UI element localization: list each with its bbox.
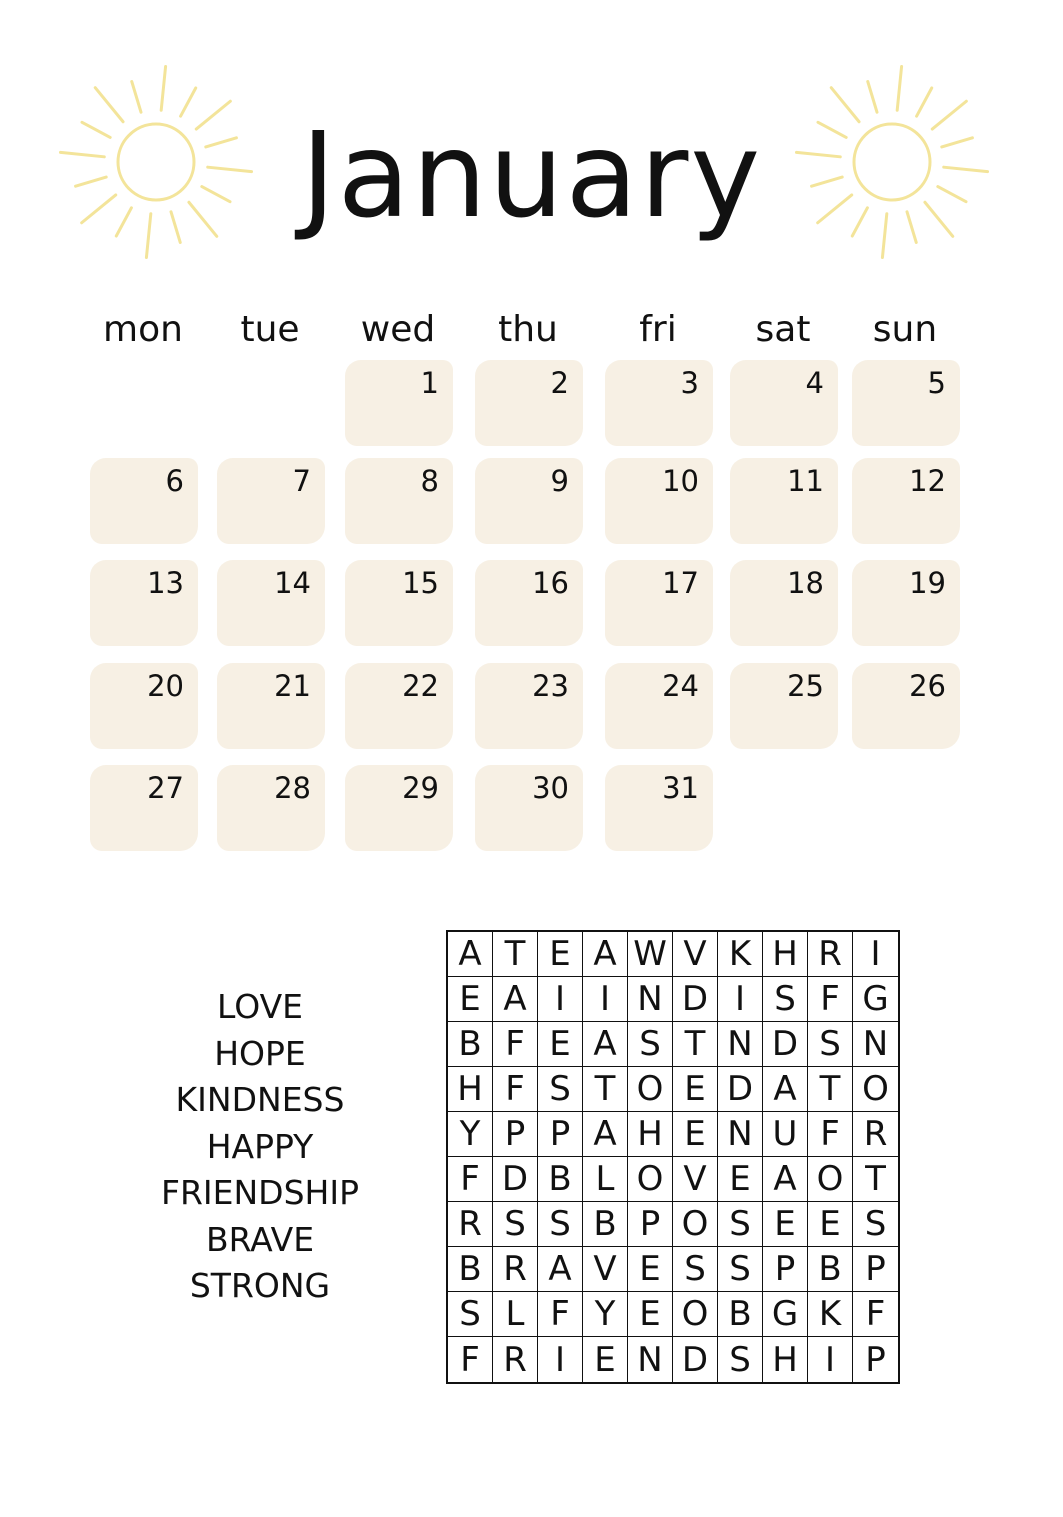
grid-letter: G xyxy=(853,977,898,1022)
day-number: 14 xyxy=(274,566,311,600)
word-list-item: KINDNESS xyxy=(175,1080,345,1119)
day-number: 22 xyxy=(402,669,439,703)
word-list xyxy=(140,984,380,1310)
day-cell xyxy=(345,765,453,851)
day-cell xyxy=(475,765,583,851)
grid-letter: I xyxy=(808,1337,853,1382)
grid-letter: E xyxy=(808,1202,853,1247)
grid-letter: O xyxy=(628,1067,673,1112)
grid-letter: S xyxy=(718,1247,763,1292)
day-number: 13 xyxy=(147,566,184,600)
word-list-item: BRAVE xyxy=(205,1219,315,1259)
day-cell xyxy=(605,458,713,544)
grid-letter: P xyxy=(865,1339,886,1380)
day-number: 24 xyxy=(662,669,699,703)
grid-letter: A xyxy=(583,932,628,977)
grid-letter: U xyxy=(763,1112,808,1157)
grid-letter: S xyxy=(673,1247,718,1292)
grid-letter: A xyxy=(583,1112,628,1157)
day-number: 28 xyxy=(274,771,311,805)
day-number: 16 xyxy=(532,566,569,600)
grid-letter: A xyxy=(763,1157,808,1202)
day-number: 23 xyxy=(532,669,569,703)
grid-letter: E xyxy=(718,1157,763,1202)
grid-letter: N xyxy=(628,1337,673,1382)
day-cell xyxy=(475,560,583,646)
grid-letter: S xyxy=(763,977,808,1022)
grid-letter: A xyxy=(763,1067,808,1112)
grid-letter: B xyxy=(538,1157,583,1202)
day-cell xyxy=(852,560,960,646)
day-number: 10 xyxy=(662,464,699,498)
grid-letter: H xyxy=(448,1067,493,1112)
grid-letter: S xyxy=(448,1292,493,1337)
day-number: 31 xyxy=(662,771,699,805)
grid-letter: S xyxy=(628,1022,673,1067)
day-cell xyxy=(605,765,713,851)
word-list-item: STRONG xyxy=(189,1266,331,1305)
grid-letter: B xyxy=(583,1202,628,1247)
grid-letter: P xyxy=(538,1112,583,1157)
grid-letter: E xyxy=(583,1337,628,1382)
day-number: 12 xyxy=(909,464,946,498)
day-cell xyxy=(90,765,198,851)
day-number: 3 xyxy=(680,366,699,400)
grid-letter: H xyxy=(763,932,808,977)
day-number: 30 xyxy=(532,771,569,805)
grid-letter: P xyxy=(763,1247,808,1292)
day-number: 8 xyxy=(420,464,439,498)
day-number: 6 xyxy=(165,464,184,498)
day-cell xyxy=(475,663,583,749)
grid-letter: D xyxy=(673,977,718,1022)
day-number: 7 xyxy=(292,464,311,498)
grid-letter: R xyxy=(448,1202,493,1247)
grid-letter: I xyxy=(538,977,583,1022)
grid-letter: S xyxy=(493,1202,538,1247)
grid-letter: I xyxy=(853,932,898,977)
grid-letter: F xyxy=(538,1292,583,1337)
grid-letter: S xyxy=(718,1337,763,1382)
day-cell xyxy=(605,663,713,749)
grid-letter: K xyxy=(718,932,763,977)
grid-letter: O xyxy=(853,1067,898,1112)
grid-letter: N xyxy=(628,977,673,1022)
day-cell xyxy=(90,663,198,749)
day-cell xyxy=(730,458,838,544)
grid-letter: E xyxy=(673,1112,718,1157)
calendar xyxy=(90,300,965,860)
day-number: 17 xyxy=(662,566,699,600)
month-title: January xyxy=(300,106,763,244)
grid-letter: A xyxy=(448,932,493,977)
grid-letter: T xyxy=(583,1067,628,1112)
day-number: 18 xyxy=(787,566,824,600)
day-number: 20 xyxy=(147,669,184,703)
weekday-4: fri xyxy=(639,309,677,350)
day-number: 11 xyxy=(787,464,824,498)
grid-letter: O xyxy=(808,1157,853,1202)
day-cell xyxy=(852,458,960,544)
grid-letter: L xyxy=(493,1292,538,1337)
grid-letter: V xyxy=(583,1247,628,1292)
grid-letter: T xyxy=(808,1067,853,1112)
day-number: 26 xyxy=(909,669,946,703)
grid-letter: H xyxy=(628,1112,673,1157)
day-cell xyxy=(217,458,325,544)
grid-letter: N xyxy=(718,1022,763,1067)
day-cell xyxy=(90,458,198,544)
grid-letter: E xyxy=(538,932,583,977)
grid-letter: S xyxy=(808,1022,853,1067)
grid-letter: Y xyxy=(583,1292,628,1337)
grid-letter: N xyxy=(853,1022,898,1067)
grid-letter: I xyxy=(538,1337,583,1382)
day-number: 27 xyxy=(147,771,184,805)
word-list-item: LOVE xyxy=(216,987,304,1026)
grid-letter: P xyxy=(493,1112,538,1157)
grid-letter: B xyxy=(718,1292,763,1337)
day-cell xyxy=(852,360,960,446)
grid-letter: D xyxy=(673,1337,718,1382)
word-list-item: FRIENDSHIP xyxy=(161,1173,359,1212)
day-cell xyxy=(730,663,838,749)
weekday-3: thu xyxy=(498,309,558,350)
day-cell xyxy=(475,360,583,446)
day-number: 29 xyxy=(402,771,439,805)
grid-letter: V xyxy=(673,1157,718,1202)
grid-letter: R xyxy=(808,932,853,977)
grid-letter: S xyxy=(718,1202,763,1247)
grid-letter: E xyxy=(673,1067,718,1112)
grid-letter: H xyxy=(763,1337,808,1382)
grid-letter: D xyxy=(718,1067,763,1112)
grid-letter: E xyxy=(763,1202,808,1247)
day-number: 25 xyxy=(787,669,824,703)
grid-letter: B xyxy=(808,1247,853,1292)
day-number: 15 xyxy=(402,566,439,600)
grid-letter: E xyxy=(448,977,493,1022)
day-cell xyxy=(345,560,453,646)
word-list-item: HOPE xyxy=(214,1033,306,1073)
grid-letter: Y xyxy=(448,1112,493,1157)
grid-letter: I xyxy=(583,977,628,1022)
grid-letter: S xyxy=(538,1202,583,1247)
day-number: 4 xyxy=(805,366,824,400)
grid-letter: R xyxy=(493,1247,538,1292)
day-number: 9 xyxy=(550,464,569,498)
grid-letter: E xyxy=(538,1022,583,1067)
grid-letter: F xyxy=(808,1112,853,1157)
grid-letter: E xyxy=(628,1292,673,1337)
grid-letter: O xyxy=(673,1292,718,1337)
weekday-2: wed xyxy=(360,309,436,350)
word-list-item: HAPPY xyxy=(206,1126,314,1166)
grid-letter: L xyxy=(583,1157,628,1202)
day-number: 2 xyxy=(550,366,569,400)
grid-letter: F xyxy=(493,1067,538,1112)
grid-letter: T xyxy=(673,1022,718,1067)
grid-letter: I xyxy=(718,977,763,1022)
grid-letter: F xyxy=(853,1292,898,1337)
day-cell xyxy=(730,560,838,646)
weekday-6: sun xyxy=(872,309,938,350)
day-number: 19 xyxy=(909,566,946,600)
day-number: 1 xyxy=(420,366,439,400)
grid-letter: A xyxy=(493,977,538,1022)
grid-letter: R xyxy=(493,1337,538,1382)
day-cell xyxy=(345,360,453,446)
weekday-5: sat xyxy=(755,309,811,350)
grid-letter: E xyxy=(628,1247,673,1292)
grid-letter: O xyxy=(628,1157,673,1202)
grid-letter: W xyxy=(628,932,673,977)
day-cell xyxy=(217,560,325,646)
word-search-grid xyxy=(446,930,900,1384)
grid-letter: O xyxy=(673,1202,718,1247)
day-cell xyxy=(605,560,713,646)
grid-letter: F xyxy=(808,977,853,1022)
day-cell xyxy=(217,663,325,749)
grid-letter: R xyxy=(853,1112,898,1157)
grid-letter: A xyxy=(583,1022,628,1067)
grid-letter: D xyxy=(763,1022,808,1067)
grid-letter: F xyxy=(448,1337,493,1382)
grid-letter: F xyxy=(493,1022,538,1067)
grid-letter: T xyxy=(853,1157,898,1202)
grid-letter: S xyxy=(853,1202,898,1247)
day-cell xyxy=(475,458,583,544)
day-number: 5 xyxy=(927,366,946,400)
grid-letter: T xyxy=(493,932,538,977)
grid-letter: P xyxy=(628,1202,673,1247)
grid-letter: S xyxy=(538,1067,583,1112)
grid-letter: G xyxy=(763,1292,808,1337)
grid-letter: F xyxy=(448,1157,493,1202)
weekday-0: mon xyxy=(103,309,183,350)
day-cell xyxy=(90,560,198,646)
grid-letter: V xyxy=(673,932,718,977)
grid-letter: P xyxy=(853,1247,898,1292)
day-cell xyxy=(605,360,713,446)
day-cell xyxy=(730,360,838,446)
day-cell xyxy=(345,663,453,749)
day-cell xyxy=(217,765,325,851)
day-cell xyxy=(852,663,960,749)
day-number: 21 xyxy=(274,669,311,703)
grid-letter: N xyxy=(718,1112,763,1157)
grid-letter: K xyxy=(808,1292,853,1337)
grid-letter: A xyxy=(538,1247,583,1292)
grid-letter: B xyxy=(448,1247,493,1292)
grid-letter: B xyxy=(448,1022,493,1067)
grid-letter: D xyxy=(493,1157,538,1202)
day-cell xyxy=(345,458,453,544)
weekday-1: tue xyxy=(240,309,300,350)
